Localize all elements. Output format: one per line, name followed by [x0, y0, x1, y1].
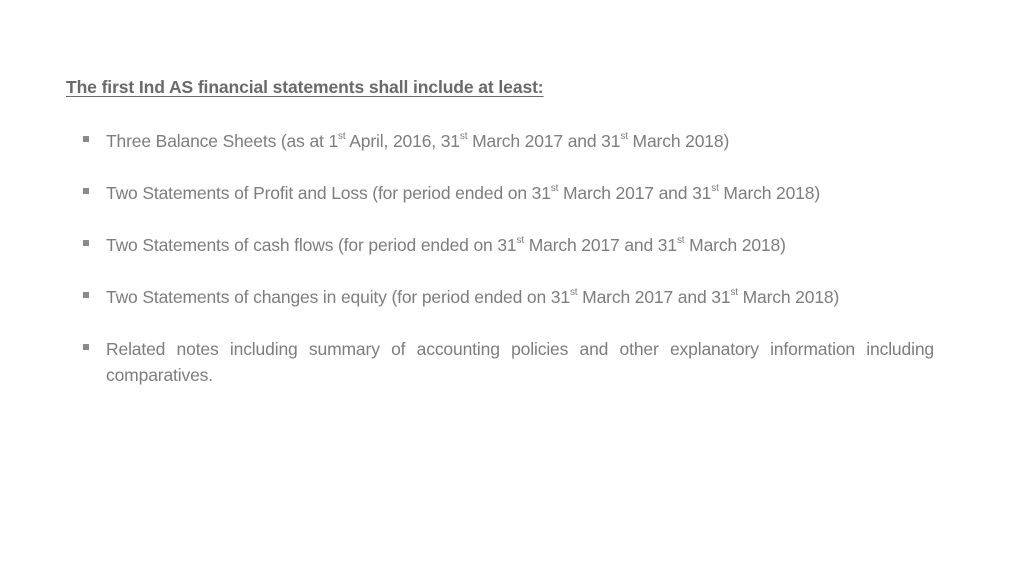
list-item-text: Two Statements of changes in equity (for period ended on 31st March 2017 and 31st March 2018) [106, 287, 840, 307]
square-bullet-icon [83, 188, 89, 194]
list-item-text: Related notes including summary of accounting policies and other explanatory information including comparatives. [106, 339, 934, 385]
list-item [82, 336, 934, 388]
list-item-text: Two Statements of Profit and Loss (for period ended on 31st March 2017 and 31st March 2018) [106, 183, 821, 203]
bullet-list [82, 128, 934, 414]
list-item [82, 180, 934, 206]
list-item [82, 128, 934, 154]
square-bullet-icon [83, 292, 89, 298]
list-item [82, 232, 934, 258]
list-item-text: Three Balance Sheets (as at 1st April, 2016, 31st March 2017 and 31st March 2018) [106, 131, 730, 151]
square-bullet-icon [83, 344, 89, 350]
page-title: The first Ind AS financial statements shall include at least: [66, 77, 544, 97]
square-bullet-icon [83, 240, 89, 246]
list-item-text: Two Statements of cash flows (for period ended on 31st March 2017 and 31st March 2018) [106, 235, 786, 255]
list-item [82, 284, 934, 310]
square-bullet-icon [83, 136, 89, 142]
